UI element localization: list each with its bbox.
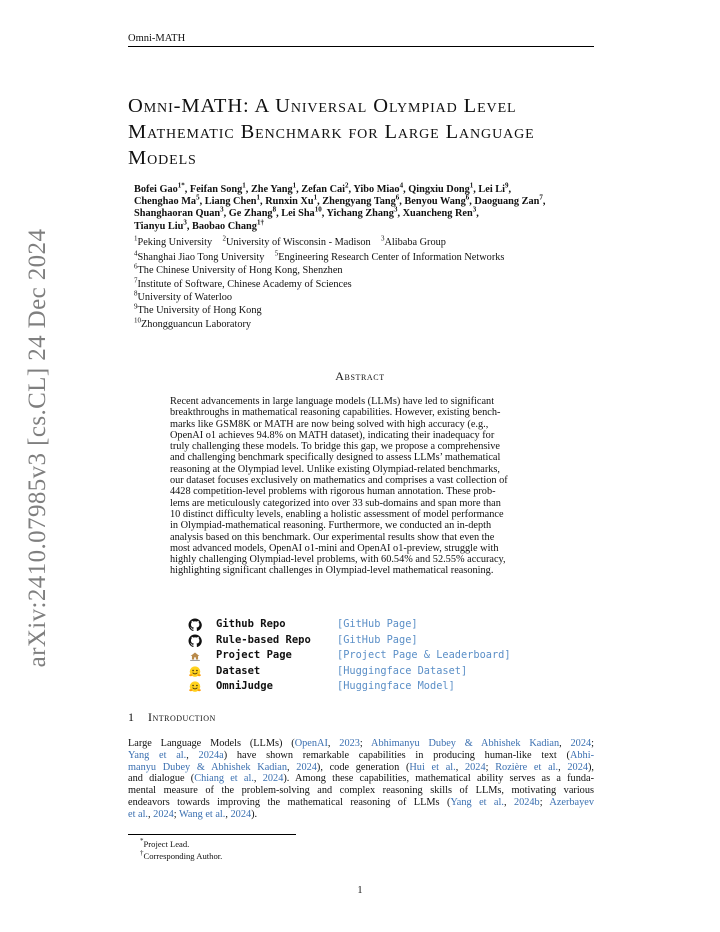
author-line: Chenghao Ma$^5$, Liang Chen$^1$, Runxin Xu$^1$, Zhengyang Tang$^6$, Benyou Wang$^6$, Daoguang Zan$^7$, [134,193,546,208]
author-affil-mark: 8 [272,205,277,214]
header-rule [128,46,594,47]
intro-text: ), [587,761,594,773]
author-name: Benyou Wang [404,196,466,208]
author-affil-mark: 3 [472,205,477,214]
citation-link[interactable]: 2023 [339,738,360,749]
affiliation-name: University of Wisconsin - Madison [225,237,371,248]
abstract-line: Recent advancements in large language models (LLMs) have led to significant [170,396,495,407]
title-line: Mathematic Benchmark for Large Language [128,121,535,143]
citation-link[interactable]: Hui et al. [409,761,456,773]
affiliation-name: Institute of Software, Chinese Academy of Sciences [137,279,352,290]
intro-text: , [455,761,465,773]
author-affil-mark: 7 [539,193,543,202]
intro-text: , [186,749,199,761]
intro-text: , [503,796,514,808]
citation-link[interactable]: et al. [128,808,149,820]
author-line: Tianyu Liu$^3$, Baobao Chang$^{1\dagger}$ [134,218,264,232]
resource-name: Rule-based Repo [216,634,311,646]
intro-text: Large Language Models (LLMs) [128,738,292,749]
author-name: Daoguang Zan [474,196,540,208]
citation-link[interactable]: 2024 [230,808,252,820]
abstract-line: lems are meticulously categorized into over 33 sub-domains and span more than [170,497,501,509]
author-name: Baobao Chang [191,220,257,232]
affiliation-number: 6 [134,262,138,271]
abstract-line: truly challenging these models. To bridge this gap, we propose a comprehensive [170,441,500,453]
intro-text: ( [291,738,295,749]
intro-text: ; [591,738,594,749]
author-line: Shanghaoran Quan$^3$, Ge Zhang$^8$, Lei Sha$^{10}$, Yichang Zhang$^3$, Xuancheng Ren$^3$, [134,205,479,220]
author-affil-mark: 1 [256,193,261,202]
author-affil-mark: 1 [292,181,297,190]
footnote-item [140,839,189,849]
section-number: 1 [128,710,135,724]
github-icon [188,618,202,632]
title-line: Models [128,147,197,169]
resource-row [188,634,548,650]
affiliation-line [134,316,252,331]
citation-link[interactable]: Abhimanyu Dubey & Abhishek Kadian [371,738,560,749]
intro-text: , [287,761,297,773]
intro-text: ), code generation ( [316,761,410,773]
citation-link[interactable]: Abhi- [569,749,594,761]
abstract-line: OpenAI o1 achieves 94.8% on MATH dataset), indicating their inadequacy for [170,429,495,441]
title-line: Omni-MATH: A Universal Olympiad Level [128,95,517,117]
author-affil-mark: 1† [256,218,264,227]
affiliation-number: 2 [222,234,226,243]
paper-title [128,93,608,171]
citation-link[interactable]: manyu Dubey & Abhishek Kadian [128,761,287,773]
footnote-item [140,851,222,861]
abstract-line: highly challenging Olympiad-level problems, with 60.54% and 52.55% accuracy, [170,554,506,566]
author-name: Chenghao Ma [134,196,197,208]
author-affil-mark: 6 [395,193,400,202]
author-name: Lei Sha [281,208,315,220]
intro-text: and dialogue ( [128,773,195,785]
author-affil-mark: 3 [183,218,187,227]
affiliation-name: The University of Hong Kong [137,305,262,316]
affiliation-number: 5 [274,249,279,258]
intro-line [128,797,594,809]
intro-text: ; [173,808,180,820]
intro-text: ). [251,808,258,820]
author-name: Runxin Xu [265,196,314,208]
author-name: Yichang Zhang [326,208,394,220]
intro-text: ) have shown remarkable capabilities in producing human-like text ( [223,749,570,761]
intro-text: ; [539,796,550,808]
affiliation-number: 3 [380,234,385,243]
affiliation-number: 9 [134,302,138,311]
home-icon [188,649,202,663]
intro-text: , [225,808,231,820]
author-name: Zefan Cai [301,184,346,195]
resource-row [188,649,548,665]
resource-link[interactable]: [Project Page & Leaderboard] [337,649,511,661]
citation-link[interactable]: 2024 [567,761,588,773]
resource-row [188,618,548,634]
introduction-paragraph [128,738,594,821]
intro-text: , [558,761,568,773]
citation-link[interactable]: Wang et al. [179,808,226,820]
affiliation-line [134,276,352,291]
running-head: Omni-MATH [128,33,186,44]
affiliation-number: 1 [134,234,138,243]
citation-link[interactable]: Yang et al. [128,749,187,761]
author-affil-mark: 9 [505,181,509,190]
intro-text: ). Among these capabilities, mathematical ability serves as a funda- [283,773,594,785]
author-affil-mark: 10 [314,205,322,214]
author-name: Zhengyang Tang [322,196,396,208]
author-name: Shanghaoran Quan [134,208,221,220]
intro-text: mental measure of the problem-solving and complex reasoning skills of LLMs, motivating various [128,785,594,797]
affiliation-name: University of Waterloo [137,292,232,303]
intro-text: , [327,738,340,749]
author-name: Feifan Song [189,184,243,195]
intro-line [128,738,594,750]
affiliation-line [134,289,232,304]
citation-link[interactable]: 2024 [153,808,174,820]
abstract-line: analysis based on this benchmark. Our experimental results show that even the [170,531,495,543]
abstract-line: marks like GSM8K or MATH are now being solved with high accuracy (e.g., [170,418,489,430]
citation-link[interactable]: Rozière et al. [495,761,559,773]
author-line: Bofei Gao$^{1*}$, Feifan Song$^1$, Zhe Yang$^1$, Zefan Cai$^2$, Yibo Miao$^4$, Qingxiu Dong$^1$, Lei Li$^9$, [134,181,512,195]
affiliation-name: Engineering Research Center of Information Networks [278,252,505,263]
abstract-line: highlighting significant challenges in Olympiad-level mathematical reasoning. [170,565,494,577]
affiliation-line [134,302,262,317]
citation-link[interactable]: 2024b [513,796,540,808]
abstract-line: in Olympiad-mathematical reasoning. Furthermore, we conducted an in-depth [170,520,492,532]
intro-text: ; [485,761,496,773]
intro-line [128,750,594,762]
footnote-text: Project Lead. [143,839,190,849]
intro-text: , [253,773,263,785]
author-name: Ge Zhang [228,208,273,220]
resource-name: Github Repo [216,618,286,630]
affiliation-name: Peking University [137,237,213,248]
arxiv-stamp: arXiv:2410.07985v3 [cs.CL] 24 Dec 2024 [24,228,51,668]
intro-line [128,762,594,774]
author-name: Yibo Miao [353,184,400,195]
section-heading-introduction [128,710,216,725]
resource-name: OmniJudge [216,680,273,692]
abstract-body [170,396,550,577]
author-name: Xuancheng Ren [402,208,473,220]
page-number: 1 [357,885,363,896]
author-affil-mark: 3 [393,205,398,214]
abstract-line: 10 distinct difficulty levels, enabling a holistic assessment of model performance [170,508,504,520]
resource-name: Project Page [216,649,292,661]
author-name: Qingxiu Dong [408,184,470,195]
footnote-mark: † [140,849,144,858]
huggingface-icon [188,680,202,694]
citation-link[interactable]: 2024 [465,761,486,773]
resource-row [188,665,548,681]
affiliation-number: 8 [134,289,138,298]
affiliation-number: 7 [134,276,138,285]
author-name: Liang Chen [204,196,257,208]
resource-link[interactable]: [GitHub Page] [337,618,418,630]
affiliation-number: 10 [134,316,141,325]
citation-link[interactable]: 2024a [198,749,224,761]
author-list [134,181,614,233]
author-affil-mark: 4 [399,181,404,190]
abstract-line: our dataset focuses exclusively on mathematics and comprises a vast collection of [170,475,508,487]
huggingface-icon [188,665,202,679]
author-affil-mark: 3 [220,205,224,214]
affiliation-line [134,249,505,264]
citation-link[interactable]: 2024 [570,738,592,749]
affiliation-name: Alibaba Group [384,237,446,248]
abstract-line: reasoning at the Olympiad level. Unlike existing Olympiad-related benchmarks, [170,463,500,475]
resource-link[interactable]: [Huggingface Dataset] [337,665,468,677]
resource-link[interactable]: [Huggingface Model] [337,680,455,692]
citation-link[interactable]: OpenAI [294,738,328,749]
resource-row [188,680,548,696]
abstract-line: 4428 competition-level problems with rigorous human annotation. These prob- [170,486,496,498]
affiliation-line [134,262,343,277]
intro-text: ; [359,738,372,749]
citation-link[interactable]: Yang et al. [450,796,504,808]
affiliation-name: Zhongguancun Laboratory [141,319,252,330]
author-name: Bofei Gao [134,184,178,195]
affiliation-number: 4 [134,249,138,258]
section-title: Introduction [148,710,216,724]
github-icon [188,634,202,648]
citation-link[interactable]: Chiang et al. [194,773,254,785]
footnote-text: Corresponding Author. [143,851,223,861]
citation-link[interactable]: 2024 [262,773,284,785]
author-name: Lei Li [478,184,506,195]
intro-line [128,773,594,785]
author-affil-mark: 5 [196,193,200,202]
abstract-heading: Abstract [335,369,385,383]
author-affil-mark: 1* [177,181,185,190]
abstract-line: and challenging benchmark specifically designed to assess LLMs’ mathematical [170,452,501,464]
citation-link[interactable]: Azerbayev [549,796,594,808]
author-name: Zhe Yang [250,184,293,195]
affiliation-line [134,234,446,249]
citation-link[interactable]: 2024 [296,761,317,773]
author-affil-mark: 1 [242,181,246,190]
abstract-line: most advanced models, OpenAI o1-mini and OpenAI o1-preview, struggle with [170,542,499,554]
affiliation-name: Shanghai Jiao Tong University [137,252,265,263]
abstract-line: breakthroughs in mathematical reasoning capabilities. However, existing bench- [170,407,501,419]
footnote-mark: * [140,837,144,846]
author-affil-mark: 1 [313,193,318,202]
author-affil-mark: 2 [345,181,349,190]
author-affil-mark: 1 [469,181,474,190]
intro-text: , [148,808,154,820]
footnote-rule [128,834,296,835]
intro-text: , [559,738,571,749]
resource-name: Dataset [216,665,261,677]
intro-line [128,809,594,821]
author-name: Tianyu Liu [134,220,184,232]
affiliation-name: The Chinese University of Hong Kong, Shenzhen [137,265,343,276]
author-affil-mark: 6 [465,193,470,202]
intro-line [128,785,594,797]
resource-link[interactable]: [GitHub Page] [337,634,418,646]
intro-text: endeavors towards improving the mathematical reasoning of LLMs ( [128,796,451,808]
